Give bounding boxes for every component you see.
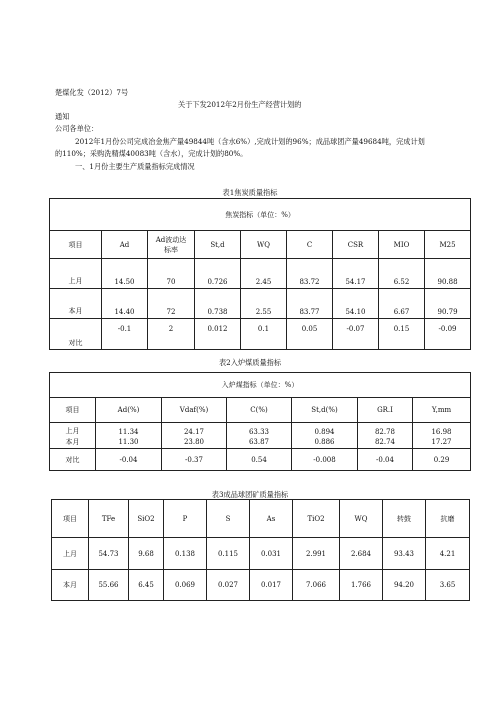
table3-cell: 2.991: [293, 538, 340, 570]
table3-cell: 0.069: [164, 570, 207, 601]
table2-header-cell: C(%): [227, 398, 292, 423]
table3-header-cell: P: [164, 500, 207, 538]
table3-cell: 0.017: [250, 570, 293, 601]
table1-row-label: 对比: [50, 319, 102, 350]
coke-quality-table: [49, 198, 471, 350]
table2-cell: 82.74: [358, 436, 413, 449]
table3-row-label: 上月: [52, 538, 89, 570]
table2-header-cell: 项目: [50, 398, 96, 423]
paragraph-line-1: 2012年1月份公司完成冶金焦产量49844吨（含水6%）,完成计划的96%；成品球团产量49684吨，完成计划: [75, 137, 425, 146]
table2-cell: 0.886: [292, 436, 358, 449]
table3-cell: 7.066: [293, 570, 340, 601]
table1-cell: 83.72: [287, 259, 333, 289]
table1-header-cell: 项目: [50, 231, 102, 259]
table3-header-cell: SiO2: [129, 500, 164, 538]
table-row: [52, 538, 470, 570]
table-row: [50, 289, 471, 319]
table1-header-row: [50, 231, 471, 259]
table1-cell: 54.17: [333, 259, 379, 289]
table1-cell: 0.012: [195, 319, 241, 350]
table2-cell: 0.54: [227, 449, 292, 471]
table1-header-cell: C: [287, 231, 333, 259]
table1-cell: 6.52: [379, 259, 425, 289]
table2-cell: 63.33: [227, 423, 292, 436]
paragraph-line-2: 的110%；采购洗精煤40083吨（含水），完成计划的80%。: [55, 149, 248, 158]
table1-cell: 83.77: [287, 289, 333, 319]
table2-cell: 11.30: [96, 436, 162, 449]
table2-cell: 0.894: [292, 423, 358, 436]
table-row: [50, 319, 471, 350]
table2-header-cell: Ad(%): [96, 398, 162, 423]
table3-header-cell: As: [250, 500, 293, 538]
table1-cell: 2: [148, 319, 195, 350]
table2-header-cell: GR.I: [358, 398, 413, 423]
table2-cell: 24.17: [162, 423, 227, 436]
table-row: [50, 259, 471, 289]
table3-header-cell: TFe: [89, 500, 129, 538]
table2-header-cell: Y,mm: [413, 398, 471, 423]
table1-cell: 0.738: [195, 289, 241, 319]
table-row: [50, 449, 471, 471]
table1-header-cell: CSR: [333, 231, 379, 259]
table3-header-cell: TiO2: [293, 500, 340, 538]
addressee: 公司各单位：: [55, 124, 99, 133]
table-row: [50, 423, 471, 436]
table1-header-cell: MIO: [379, 231, 425, 259]
table1-cell: 2.45: [241, 259, 287, 289]
table1-cell: 90.79: [425, 289, 471, 319]
doc-number: 楚煤化发（2012）7号: [55, 88, 129, 97]
table1-caption: 表1焦炭质量指标: [222, 188, 278, 197]
table1-cell: 14.50: [102, 259, 148, 289]
table-row: [50, 436, 471, 449]
table2-row-label: 本月: [50, 436, 96, 449]
table3-cell: 1.766: [340, 570, 383, 601]
table3-cell: 0.115: [207, 538, 250, 570]
table3-header-cell: 抗磨: [426, 500, 470, 538]
table3-header-cell: S: [207, 500, 250, 538]
table2-cell: -0.04: [96, 449, 162, 471]
table3-cell: 3.65: [426, 570, 470, 601]
table2-cell: -0.37: [162, 449, 227, 471]
table3-header-cell: 项目: [52, 500, 89, 538]
table1-header-cell: Ad: [102, 231, 148, 259]
table3-caption: 表3成品球团矿质量指标: [211, 490, 289, 499]
table2-cell: 16.98: [413, 423, 471, 436]
table2-cell: 23.80: [162, 436, 227, 449]
table1-header-cell-text: Ad波动达标率: [155, 235, 187, 254]
table2-cell: 0.29: [413, 449, 471, 471]
table1-header-cell: WQ: [241, 231, 287, 259]
table3-cell: 0.031: [250, 538, 293, 570]
table2-header-row: [50, 398, 471, 423]
table3-cell: 9.68: [129, 538, 164, 570]
table1-merged-header: 焦炭指标（单位：%）: [50, 199, 471, 231]
table1-header-cell: St,d: [195, 231, 241, 259]
table1-cell: 70: [148, 259, 195, 289]
doc-type: 通知: [55, 112, 70, 121]
table3-header-cell: WQ: [340, 500, 383, 538]
table1-row-label: 本月: [50, 289, 102, 319]
section-heading: 一、1月份主要生产质量指标完成情况: [75, 162, 195, 171]
table2-caption: 表2入炉煤质量指标: [218, 358, 282, 367]
coal-quality-table: [49, 372, 471, 471]
table2-cell: -0.008: [292, 449, 358, 471]
table1-cell: -0.09: [425, 319, 471, 350]
table1-cell: 0.1: [241, 319, 287, 350]
table3-cell: 94.20: [383, 570, 426, 601]
table3-cell: 55.66: [89, 570, 129, 601]
pellet-quality-table: [51, 499, 470, 601]
table2-cell: 63.87: [227, 436, 292, 449]
table1-cell: -0.07: [333, 319, 379, 350]
table3-cell: 0.027: [207, 570, 250, 601]
table3-header-row: [52, 500, 470, 538]
table3-cell: 2.684: [340, 538, 383, 570]
table3-cell: 93.43: [383, 538, 426, 570]
table2-merged-header: 入炉煤指标（单位：%）: [50, 373, 471, 398]
table2-row-label: 对比: [50, 449, 96, 471]
table1-cell: 0.726: [195, 259, 241, 289]
table3-cell: 4.21: [426, 538, 470, 570]
table1-cell: 2.55: [241, 289, 287, 319]
table-row: [52, 570, 470, 601]
table3-cell: 6.45: [129, 570, 164, 601]
doc-title: 关于下发2012年2月份生产经营计划的: [178, 100, 302, 109]
table2-cell: 11.34: [96, 423, 162, 436]
table2-header-cell: Vdaf(%): [162, 398, 227, 423]
table1-cell: 72: [148, 289, 195, 319]
table1-cell: 90.88: [425, 259, 471, 289]
table1-cell: 54.10: [333, 289, 379, 319]
table1-cell: 14.40: [102, 289, 148, 319]
table2-header-cell: St,d(%): [292, 398, 358, 423]
table2-cell: -0.04: [358, 449, 413, 471]
table3-header-cell: 转鼓: [383, 500, 426, 538]
table1-cell: 0.15: [379, 319, 425, 350]
table3-cell: 54.73: [89, 538, 129, 570]
table1-header-cell: [148, 231, 195, 259]
table2-cell: 17.27: [413, 436, 471, 449]
table1-cell: 6.67: [379, 289, 425, 319]
table1-header-cell: M25: [425, 231, 471, 259]
table1-row-label: 上月: [50, 259, 102, 289]
table2-cell: 82.78: [358, 423, 413, 436]
table3-cell: 0.138: [164, 538, 207, 570]
table2-row-label: 上月: [50, 423, 96, 436]
table1-cell: -0.1: [102, 319, 148, 350]
table1-cell: 0.05: [287, 319, 333, 350]
table3-row-label: 本月: [52, 570, 89, 601]
